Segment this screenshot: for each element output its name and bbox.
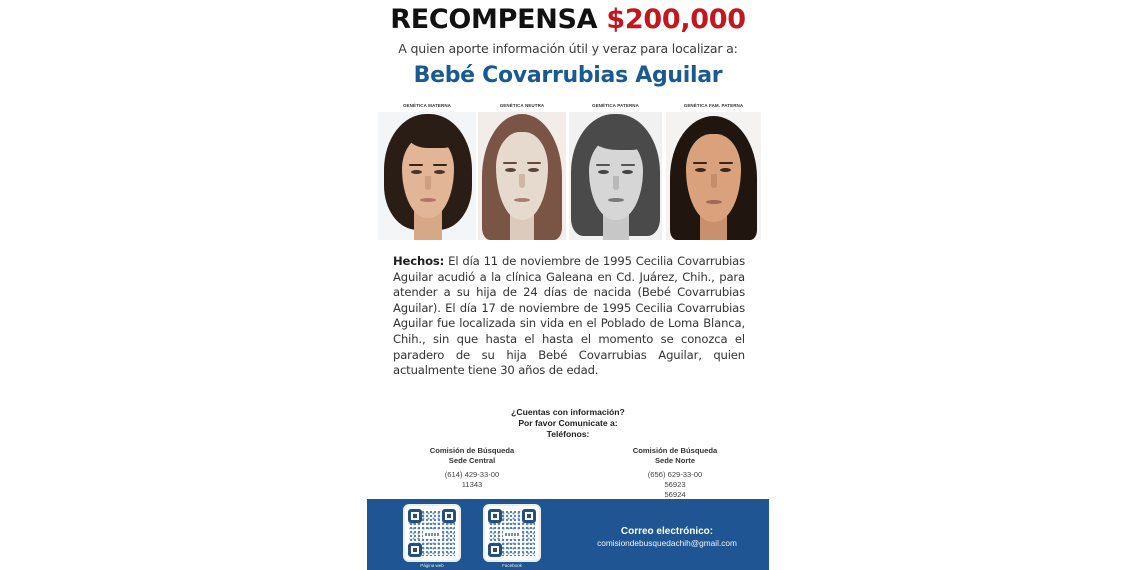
office-name-line1: Comisión de Búsqueda [632,446,718,455]
contact-prompt: Por favor Comunicate a: [518,418,618,428]
email-address[interactable]: comisiondebusquedachih@gmail.com [597,538,737,548]
photo-label-fam-paterna: GENÉTICA FAM. PATERNA [683,103,744,108]
office-sede-central [412,446,532,490]
facts-text: El día 11 de noviembre de 1995 Cecilia Covarrubias Aguilar acudió a la clínica Galeana en Cd. Juárez, Chih., para atender a su hija de 24 días de nacida (Bebé Covarrubias Aguilar). El día 17 de noviembre de 1995 Cecilia Covarrubias Aguilar fue localizada sin vida en el Poblado de Loma Blanca, Chih., sin que hasta el hasta el momento se conozca el paradero de su hija Bebé Covarrubias Aguilar, quien actualmente tiene 30 años de edad. [393,254,745,378]
office-name [412,446,532,465]
poster-title [367,2,769,38]
qr-code-icon[interactable] [403,504,461,562]
phone-extension[interactable]: 56924 [664,490,686,499]
email-label: Correo electrónico: [620,526,714,537]
age-progression-photo-fam-paterna [666,112,761,240]
missing-person-name: Bebé Covarrubias Aguilar [413,63,723,88]
phones-label: Teléfonos: [546,429,590,439]
title-prefix: RECOMPENSA [390,4,598,35]
office-name-line2: Sede Norte [654,455,696,465]
phone-number[interactable]: (614) 429-33-00 [444,470,500,479]
contact-footer [367,499,769,570]
phone-extension[interactable]: 56923 [664,480,686,489]
photo-label-paterna: GENÉTICA PATERNA [591,103,640,108]
contact-header [367,407,769,440]
office-phones [412,470,532,490]
photo-label-neutra: GENÉTICA NEUTRA [499,103,545,108]
age-progression-photo-paterna [569,112,662,240]
email-block [577,525,757,549]
poster-subtitle: A quien aporte información útil y veraz para localizar a: [398,41,738,56]
reward-amount: $200,000 [606,4,746,35]
qr-label-facebook: Facebook [502,563,522,568]
office-name [615,446,735,465]
photo-label-materna: GENÉTICA MATERNA [402,103,452,108]
phone-number[interactable]: (656) 629-33-00 [647,470,703,479]
facts-label: Hechos: [393,254,445,268]
case-facts [393,254,745,379]
contact-question: ¿Cuentas con información? [511,407,625,417]
reward-poster [367,0,769,570]
age-progression-photo-materna [378,112,476,240]
office-phones [615,470,735,500]
qr-label-website: Página web [420,563,444,568]
office-sede-norte [615,446,735,500]
qr-code-icon[interactable] [483,504,541,562]
phone-extension[interactable]: 11343 [461,480,483,489]
office-name-line1: Comisión de Búsqueda [429,446,515,455]
age-progression-photo-neutra [478,112,566,240]
office-name-line2: Sede Central [448,455,496,465]
